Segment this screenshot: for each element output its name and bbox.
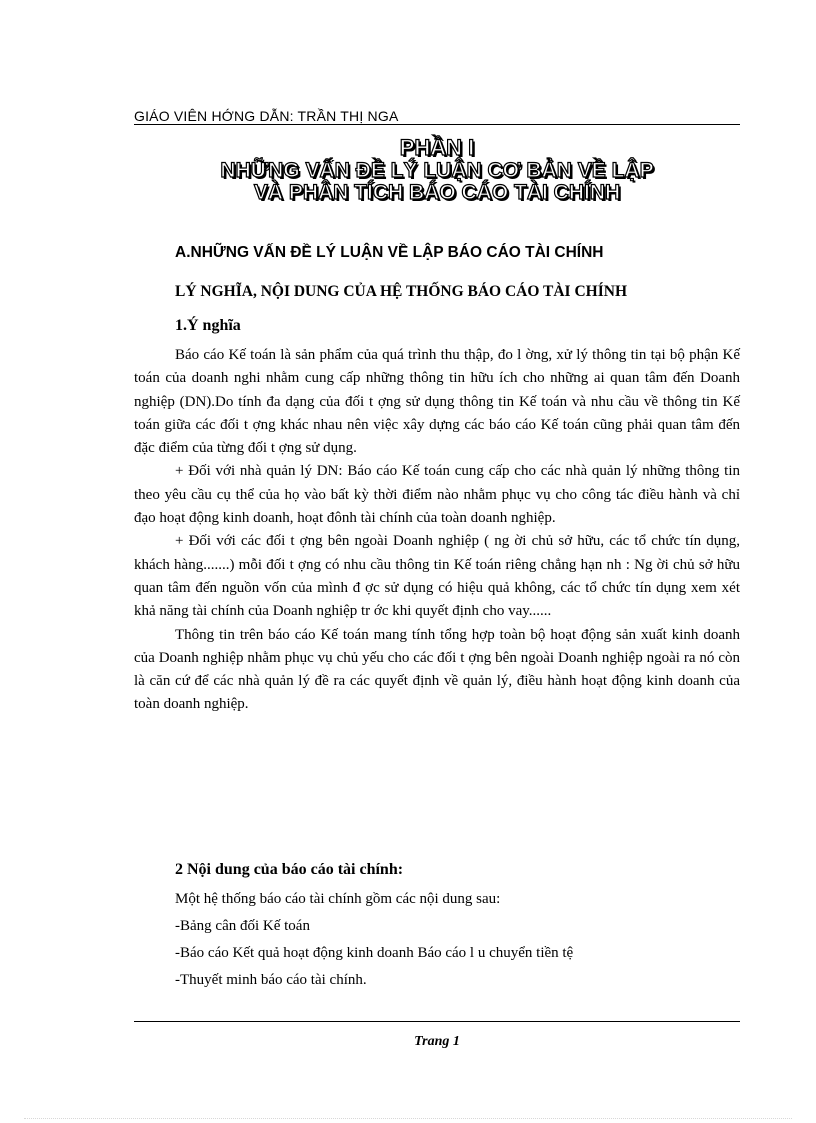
part-title-line-1: PHẦN I — [399, 135, 475, 160]
paragraph-1: Báo cáo Kế toán là sản phẩm của quá trình thu thập, đo l ờng, xử lý thông tin tại bộ phận Kế toán của doanh nghi nhằm cung cấp những thông tin hữu ích cho những ai quan tâm đến Doanh nghiệp (DN).Do tính đa dạng của đối t ợng sử dụng thông tin Kế toán và nhu cầu về thông tin Kế toán giữa các đối t ợng khác nhau nên việc xây dựng các báo cáo Kế toán cũng phải quan tâm đến đặc điểm của từng đối t ợng sử dụng. — [134, 347, 740, 457]
header-rule — [134, 124, 740, 125]
part-title — [134, 136, 740, 204]
page-header: GIÁO VIÊN HỚNG DẪN: TRẦN THỊ NGA — [134, 108, 399, 124]
content-list — [175, 886, 740, 994]
list-item: Một hệ thống báo cáo tài chính gồm các nội dung sau: — [175, 891, 501, 907]
section-b-heading: LÝ NGHĨA, NỘI DUNG CỦA HỆ THỐNG BÁO CÁO TÀI CHÍNH — [175, 283, 627, 300]
page-bottom-border — [24, 1118, 792, 1119]
subheading-1: 1.Ý nghĩa — [175, 317, 241, 334]
paragraph-2: + Đối với nhà quản lý DN: Báo cáo Kế toán cung cấp cho các nhà quản lý những thông tin theo yêu cầu cụ thể của họ vào bất kỳ thời điểm nào nhằm phục vụ cho công tác điều hành và chỉ đạo hoạt động kinh doanh, hoạt đônh tài chính của toàn doanh nghiệp. — [134, 463, 740, 527]
body-paragraphs — [134, 344, 740, 717]
list-item: -Báo cáo Kết quả hoạt động kinh doanh Báo cáo l u chuyển tiền tệ — [175, 945, 574, 961]
subheading-2: 2 Nội dung của báo cáo tài chính: — [175, 861, 404, 878]
section-a-heading: A.NHỮNG VẤN ĐỀ LÝ LUẬN VỀ LẬP BÁO CÁO TÀI CHÍNH — [175, 244, 604, 261]
paragraph-4: Thông tin trên báo cáo Kế toán mang tính tổng hợp toàn bộ hoạt động sản xuất kinh doanh của Doanh nghiệp nhằm phục vụ chủ yếu cho các đối t ợng bên ngoài Doanh nghiệp ngoài ra nó còn là căn cứ để các nhà quản lý đề ra các quyết định về quản lý, điều hành hoạt động kinh doanh của toàn doanh nghiệp. — [134, 626, 740, 713]
part-title-line-3: VÀ PHÂN TÍCH BÁO CÁO TÀI CHÍNH — [253, 181, 621, 204]
footer-rule — [134, 1021, 740, 1022]
part-title-line-2: NHỮNG VẤN ĐỀ LÝ LUẬN CƠ BẢN VỀ LẬP — [220, 159, 654, 182]
paragraph-3: + Đối với các đối t ợng bên ngoài Doanh nghiệp ( ng ời chủ sở hữu, các tổ chức tín dụng, khách hàng.......) mỗi đối t ợng có nhu cầu thông tin Kế toán riêng chẳng hạn nh : Ng ời chủ sở hữu quan tâm đến nguồn vốn của mình đ ợc sử dụng có hiệu quả không, các tổ chức tín dụng xem xét khả năng tài chính của Doanh nghiệp tr ớc khi quyết định cho vay...... — [134, 533, 740, 620]
list-item: -Bảng cân đối Kế toán — [175, 918, 310, 934]
page-number: Trang 1 — [414, 1034, 460, 1049]
list-item: -Thuyết minh báo cáo tài chính. — [175, 972, 367, 988]
